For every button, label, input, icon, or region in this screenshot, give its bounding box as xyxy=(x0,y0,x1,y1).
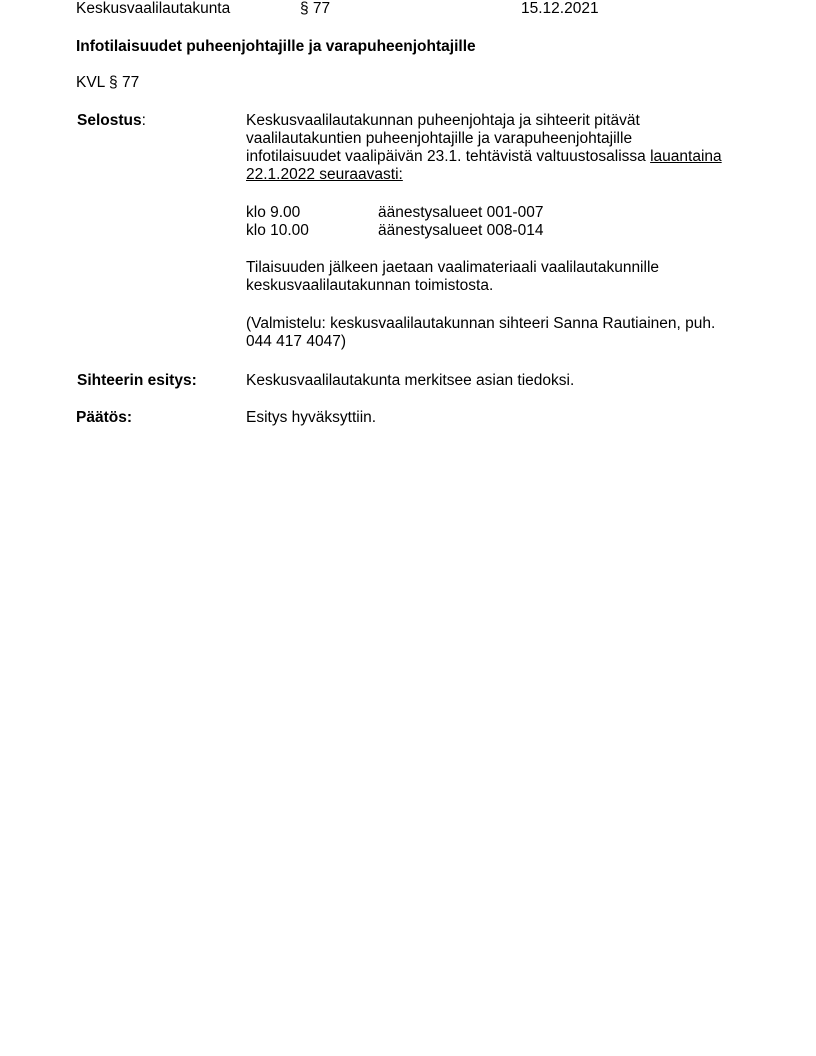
selostus-label-text: Selostus xyxy=(77,112,142,129)
document-title: Infotilaisuudet puheenjohtajille ja varapuheenjohtajille xyxy=(76,38,476,55)
decision-label: Päätös: xyxy=(76,409,132,426)
selostus-label xyxy=(77,112,146,130)
proposal-text: Keskusvaalilautakunta merkitsee asian tiedoksi. xyxy=(246,372,575,389)
schedule-areas-2: äänestysalueet 008-014 xyxy=(378,222,544,239)
schedule-time-1: klo 9.00 xyxy=(246,204,301,221)
selostus-p3-line2: 044 417 4047) xyxy=(246,333,346,350)
selostus-p3-line1: (Valmistelu: keskusvaalilautakunnan sihteeri Sanna Rautiainen, puh. xyxy=(246,315,716,332)
header-section: § 77 xyxy=(300,0,331,17)
schedule-time-2: klo 10.00 xyxy=(246,222,309,239)
selostus-p1-line1: Keskusvaalilautakunnan puheenjohtaja ja sihteerit pitävät xyxy=(246,112,640,129)
header-date: 15.12.2021 xyxy=(521,0,599,17)
selostus-p1-line2: vaalilautakuntien puheenjohtajille ja varapuheenjohtajille xyxy=(246,130,633,147)
selostus-label-colon: : xyxy=(141,112,146,129)
selostus-p2-line2: keskusvaalilautakunnan toimistosta. xyxy=(246,277,494,294)
header-org: Keskusvaalilautakunta xyxy=(76,0,231,17)
section-reference: KVL § 77 xyxy=(76,74,140,91)
decision-text: Esitys hyväksyttiin. xyxy=(246,409,377,426)
selostus-p1-line4: 22.1.2022 seuraavasti: xyxy=(246,166,403,183)
selostus-p1-line3-underlined: lauantaina xyxy=(650,148,722,165)
selostus-p1-line3 xyxy=(246,148,722,166)
proposal-label: Sihteerin esitys: xyxy=(77,372,197,389)
schedule-areas-1: äänestysalueet 001-007 xyxy=(378,204,544,221)
selostus-p1-line3-plain: infotilaisuudet vaalipäivän 23.1. tehtävistä valtuustosalissa xyxy=(246,148,651,165)
selostus-p2-line1: Tilaisuuden jälkeen jaetaan vaalimateriaali vaalilautakunnille xyxy=(246,259,660,276)
